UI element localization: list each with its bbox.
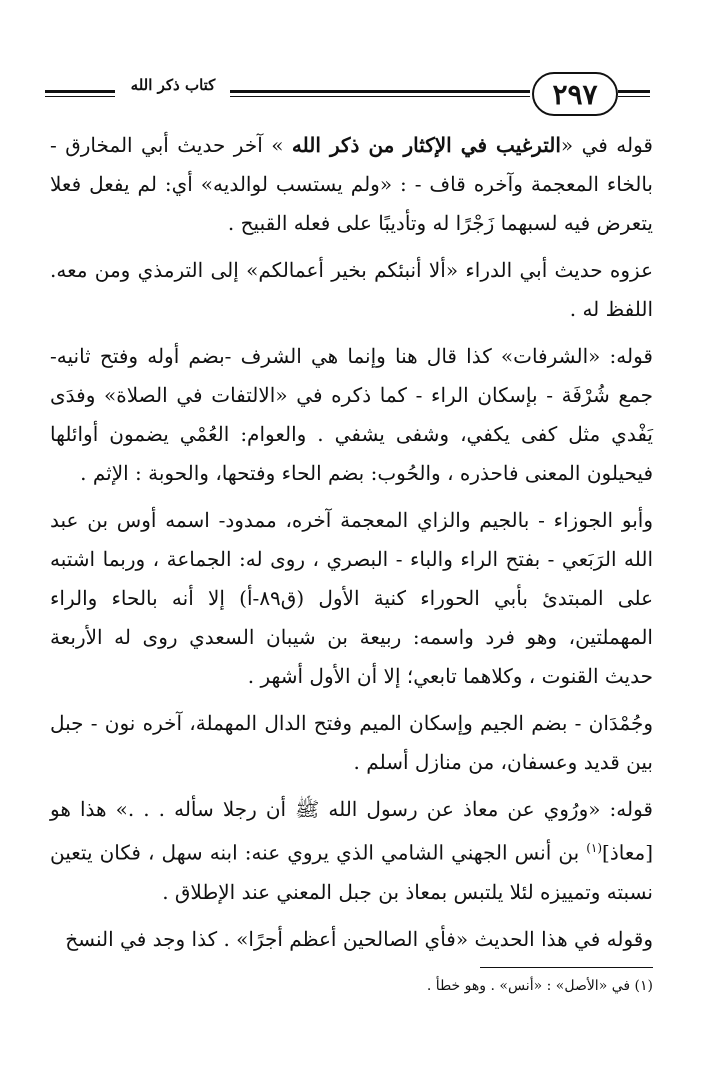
header-rule-right — [618, 90, 650, 97]
paragraph — [50, 790, 653, 912]
paragraph: وقوله في هذا الحديث «فأي الصالحين أعظم أجرًا» . كذا وجد في النسخ — [65, 926, 653, 951]
p1-intro: قوله في « — [560, 133, 653, 157]
page-header — [0, 62, 703, 122]
footnote-ref: (١) — [586, 841, 603, 855]
main-text — [50, 126, 653, 967]
paragraph: وأبو الجوزاء - بالجيم والزاي المعجمة آخره، ممدود- اسمه أوس بن عبد الله الرَبَعي - بفتح الراء والباء - البصري ، روى له: الجماعة ، وربما اشتبه على المبتدئ بأبي الحوراء كنية الأول (ق٨٩-أ) إلا أنه بالحاء والراء المهملتين، وهو فرد واسمه: ربيعة بن شيبان السعدي روى له الأربعة حديث القنوت ، وكلاهما تابعي؛ إلا أن الأول أشهر . — [50, 508, 654, 688]
p1-rest: » آخر حديث أبي المخارق - بالخاء المعجمة وآخره قاف - : «ولم يستسب لوالديه» أي: لم يفعل فعلا يتعرض فيه لسبهما زَجْرًا له وتأديبًا على فعله القبيح . — [50, 133, 653, 235]
header-rule-middle — [230, 90, 530, 97]
paragraph: قوله: «الشرفات» كذا قال هنا وإنما هي الشرف -بضم أوله وفتح ثانيه- جمع شُرْفَة - بإسكان الراء - كما ذكره في «الالتفات في الصلاة» وفدَى يَفْدي مثل كفى يكفي، وشفى يشفي . والعوام: العُمْي يضمون أوائلها فيحيلون المعنى فاحذره ، والحُوب: بضم الحاء وفتحها، والحوبة : الإثم . — [50, 344, 653, 485]
header-rule-left — [45, 90, 115, 97]
paragraph — [50, 126, 653, 243]
page-number: ٢٩٧ — [532, 72, 618, 116]
p6-start: قوله: «ورُوي عن معاذ عن رسول الله ﷺ أن رجلا سأله . . .» هذا هو [معاذ] — [50, 797, 653, 865]
p6-end: بن أنس الجهني الشامي الذي يروي عنه: ابنه سهل ، فكان يتعين نسبته وتمييزه لئلا يلتبس بمعاذ بن جبل المعني عند الإطلاق . — [50, 840, 653, 904]
paragraph: عزوه حديث أبي الدراء «ألا أنبئكم بخير أعمالكم» إلى الترمذي ومن معه. اللفظ له . — [50, 258, 653, 321]
paragraph: وجُمْدَان - بضم الجيم وإسكان الميم وفتح الدال المهملة، آخره نون - جبل بين قديد وعسفان، من منازل أسلم . — [50, 711, 653, 774]
footnote-divider — [480, 967, 653, 968]
p1-bold-title: الترغيب في الإكثار من ذكر الله — [291, 133, 561, 157]
book-title: كتاب ذكر الله — [130, 76, 216, 94]
footnote: (١) في «الأصل» : «أنس» . وهو خطأ . — [426, 978, 653, 994]
